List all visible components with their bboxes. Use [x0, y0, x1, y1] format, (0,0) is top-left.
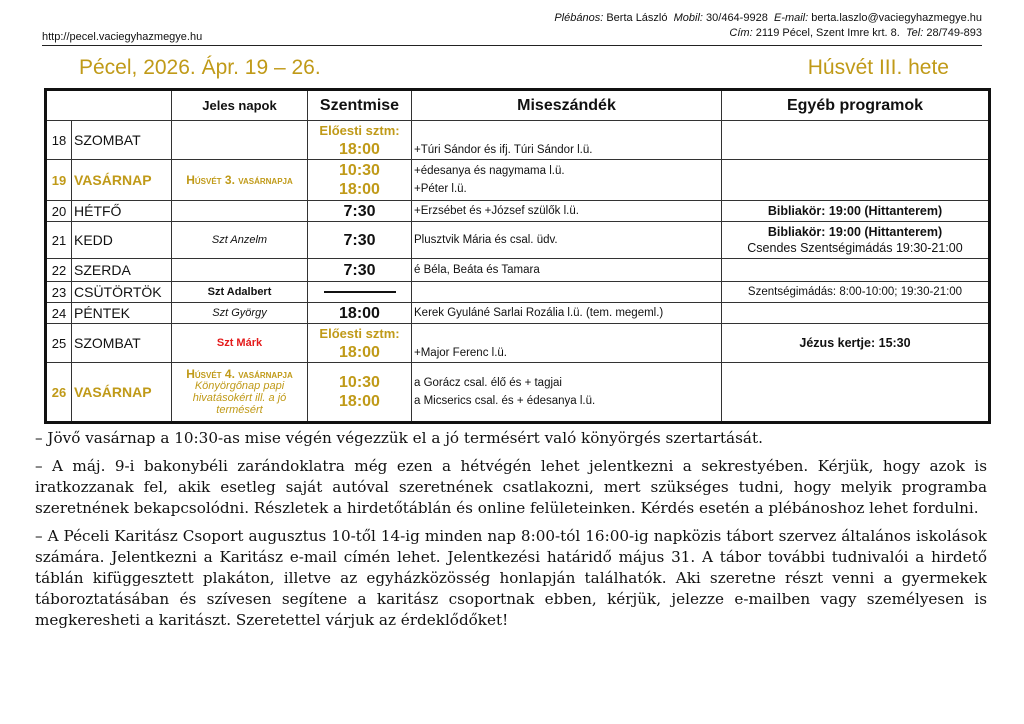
- announcements: [35, 428, 987, 638]
- intention: +Erzsébet és +József szülők l.ü.: [412, 201, 722, 222]
- address-label: Cím:: [729, 27, 753, 39]
- intention: +Major Ferenc l.ü.: [414, 347, 507, 359]
- day-name: KEDD: [72, 222, 172, 259]
- intention: a Micserics csal. és + édesanya l.ü.: [414, 395, 596, 407]
- feast-name: Húsvét 4. vasárnapja: [186, 367, 293, 381]
- announcement: – A máj. 9-i bakonybéli zarándoklatra még ezen a hétvégén lehet jelentkezni a sekrestyében. Kérjük, hogy azok is iratkozzanak fel, akik esetleg saját autóval szeretnének csatlakozni, mert szükséges tudni, hogy melyik programba szeretnének bekapcsolódni. Részletek a hirdetőtáblán és online felületeinken. Kérdés esetén a plébánoshoz lehet fordulni.: [35, 457, 987, 517]
- feast-cell: [172, 363, 308, 423]
- day-number: 22: [46, 259, 72, 282]
- intention-cell: [412, 363, 722, 423]
- mass-time: 7:30: [308, 259, 412, 282]
- mass-cell: [308, 363, 412, 423]
- program: Szentségimádás: 8:00-10:00; 19:30-21:00: [722, 282, 990, 303]
- header-divider: [42, 45, 982, 46]
- intention: +édesanya és nagymama l.ü.: [414, 165, 565, 177]
- feast-name: Szt Anzelm: [172, 222, 308, 259]
- program-cell: [722, 160, 990, 201]
- table-row: [46, 259, 990, 282]
- table-row: [46, 201, 990, 222]
- day-number: 26: [46, 363, 72, 423]
- vigil-mass-label: Előesti sztm:: [319, 123, 400, 138]
- mass-time: 7:30: [308, 201, 412, 222]
- pastor-name: Berta László: [606, 12, 668, 24]
- announcement: – Jövő vasárnap a 10:30-as mise végén végezzük el a jó termésért való könyörgés szertartását.: [35, 429, 763, 447]
- mass-cell: [308, 160, 412, 201]
- address: 2119 Pécel, Szent Imre krt. 8.: [755, 27, 900, 39]
- tel-label: Tel:: [905, 27, 924, 39]
- day-number: 23: [46, 282, 72, 303]
- program-cell: [722, 363, 990, 423]
- mass-cell: [308, 121, 412, 160]
- vigil-mass-label: Előesti sztm:: [319, 326, 400, 341]
- program-cell: [722, 259, 990, 282]
- table-row: [46, 363, 990, 423]
- feast-cell: [172, 160, 308, 201]
- header-jeles: Jeles napok: [172, 90, 308, 121]
- table-row: [46, 282, 990, 303]
- day-number: 19: [46, 160, 72, 201]
- feast-cell: [172, 121, 308, 160]
- table-header-row: [46, 90, 990, 121]
- intention-cell: [412, 282, 722, 303]
- header-szandek: Miseszándék: [412, 90, 722, 121]
- email-label: E-mail:: [773, 12, 809, 24]
- day-name: HÉTFŐ: [72, 201, 172, 222]
- feast-cell: [172, 201, 308, 222]
- header-egyeb: Egyéb programok: [722, 90, 990, 121]
- day-number: 25: [46, 324, 72, 363]
- contact-line-1: [554, 12, 982, 24]
- contact-line-2: [729, 27, 982, 39]
- announcement: – A Péceli Karitász Csoport augusztus 10-től 14-ig minden nap 8:00-tól 16:00-ig napközis tábort szervez általános iskolások számára. Jelentkezni a Karitász e-mail címén lehet. Jelentkezési határidő május 31. A tábor további tudnivalói a hirdető táblán kifüggesztett plakáton, illetve az egyházközösség honlapján találhatók. Aki szeretne részt venni a gyermekek táboroztatásában és szívesen segítene a karitász csoportnak ebben, kérjük, jelezze e-mailben vagy személyesen is megkeresheti a karitászt. Szeretettel várjuk az érdeklődőket!: [35, 527, 987, 629]
- day-number: 24: [46, 303, 72, 324]
- mass-time: 18:00: [339, 181, 380, 198]
- day-name: CSÜTÖRTÖK: [72, 282, 172, 303]
- mobile-label: Mobil:: [673, 12, 703, 24]
- website-url[interactable]: http://pecel.vaciegyhazmegye.hu: [42, 31, 203, 43]
- day-number: 18: [46, 121, 72, 160]
- program: Bibliakör: 19:00 (Hittanterem): [767, 225, 943, 239]
- mass-time: 10:30: [339, 374, 380, 391]
- mass-cell: [308, 324, 412, 363]
- table-row: [46, 324, 990, 363]
- mass-time: 18:00: [339, 344, 380, 361]
- feast-name: Szt Adalbert: [172, 282, 308, 303]
- intention-cell: [412, 121, 722, 160]
- program-cell: [722, 121, 990, 160]
- intention: Plusztvik Mária és csal. üdv.: [412, 222, 722, 259]
- feast-name: Szt György: [172, 303, 308, 324]
- program-cell: [722, 303, 990, 324]
- intention: +Péter l.ü.: [414, 183, 467, 195]
- header-mise: Szentmise: [308, 90, 412, 121]
- email-address[interactable]: berta.laszlo@vaciegyhazmegye.hu: [811, 12, 982, 24]
- intention: é Béla, Beáta és Tamara: [412, 259, 722, 282]
- intention: a Gorácz csal. élő és + tagjai: [414, 377, 562, 389]
- feast-cell: [172, 259, 308, 282]
- no-mass-dash: [324, 291, 396, 293]
- program: Jézus kertje: 15:30: [722, 324, 990, 363]
- page-title: Pécel, 2026. Ápr. 19 – 26.: [79, 56, 321, 79]
- mass-time: 18:00: [339, 393, 380, 410]
- intention-cell: [412, 324, 722, 363]
- day-name: SZERDA: [72, 259, 172, 282]
- day-name: PÉNTEK: [72, 303, 172, 324]
- feast-name: Húsvét 3. vasárnapja: [186, 172, 293, 187]
- mass-time: 7:30: [308, 222, 412, 259]
- header-day: [46, 90, 172, 121]
- day-name: VASÁRNAP: [72, 160, 172, 201]
- pastor-label: Plébános:: [554, 12, 604, 24]
- feast-note: Könyörgőnap papi hivatásokért ill. a jó termésért: [192, 380, 287, 416]
- intention: Kerek Gyuláné Sarlai Rozália l.ü. (tem. megeml.): [412, 303, 722, 324]
- day-number: 21: [46, 222, 72, 259]
- program: Bibliakör: 19:00 (Hittanterem): [722, 201, 990, 222]
- program-cell: [722, 222, 990, 259]
- feast-name: Szt Márk: [172, 324, 308, 363]
- program: Csendes Szentségimádás 19:30-21:00: [747, 241, 963, 255]
- day-name: SZOMBAT: [72, 324, 172, 363]
- day-name: SZOMBAT: [72, 121, 172, 160]
- intention: +Túri Sándor és ifj. Túri Sándor l.ü.: [414, 144, 593, 156]
- table-row: [46, 121, 990, 160]
- tel-number: 28/749-893: [926, 27, 982, 39]
- mobile-number: 30/464-9928: [706, 12, 768, 24]
- mass-time: 18:00: [308, 303, 412, 324]
- schedule-table: [44, 88, 991, 424]
- table-row: [46, 303, 990, 324]
- table-row: [46, 160, 990, 201]
- mass-cell: [308, 282, 412, 303]
- table-row: [46, 222, 990, 259]
- mass-time: 10:30: [339, 162, 380, 179]
- mass-time: 18:00: [339, 141, 380, 158]
- intention-cell: [412, 160, 722, 201]
- week-title: Húsvét III. hete: [807, 56, 949, 79]
- day-name: VASÁRNAP: [72, 363, 172, 423]
- day-number: 20: [46, 201, 72, 222]
